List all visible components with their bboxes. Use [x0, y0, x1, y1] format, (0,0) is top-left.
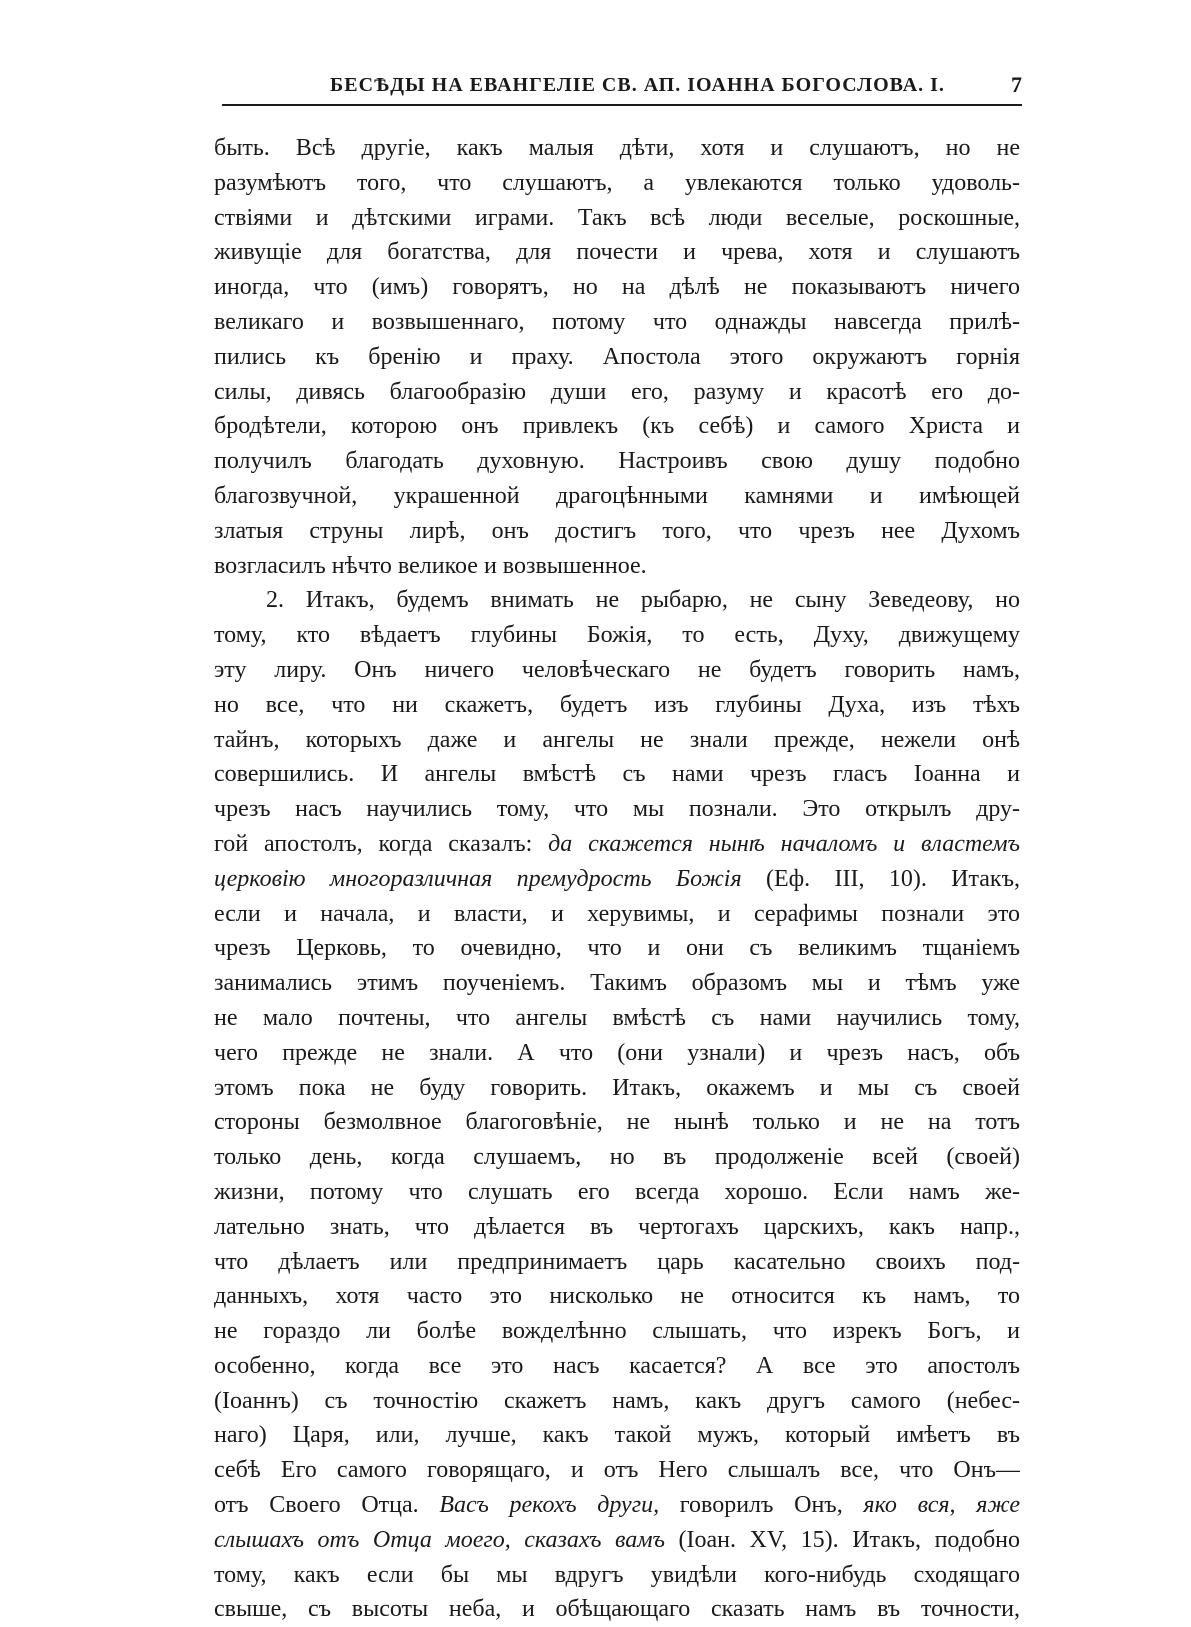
- text-line: тому, кто вѣдаетъ глубины Божія, то есть, Духу, движущему: [214, 622, 1020, 649]
- scripture-reference: (Еф. III, 10). Итакъ,: [741, 865, 1020, 892]
- text-line: наго) Царя, или, лучше, какъ такой мужъ, который имѣетъ въ: [214, 1422, 1020, 1449]
- quote-lead: гой апостолъ, когда сказалъ:: [214, 830, 549, 857]
- text-line: златыя струны лирѣ, онъ достигъ того, что чрезъ нее Духомъ: [214, 517, 1020, 544]
- text-line: что дѣлаетъ или предпринимаетъ царь касательно своихъ под-: [214, 1248, 1020, 1275]
- text-line: чрезъ Церковь, то очевидно, что и они съ великимъ тщаніемъ: [214, 935, 1020, 962]
- text-line: пились къ бренію и праху. Апостола этого окружаютъ горнія: [214, 343, 1020, 370]
- quote-connector: говорилъ Онъ,: [659, 1492, 864, 1519]
- text-line: но все, что ни скажетъ, будетъ изъ глубины Духа, изъ тѣхъ: [214, 691, 1020, 718]
- text-line: живущіе для богатства, для почести и чрева, хотя и слушаютъ: [214, 239, 1020, 266]
- body-text: [214, 131, 1020, 1627]
- scripture-quote: да скажется нынѣ началомъ и властемъ: [548, 830, 1020, 857]
- text-line: эту лиру. Онъ ничего человѣческаго не будетъ говорить намъ,: [214, 656, 1020, 683]
- text-line: жизни, потому что слушать его всегда хорошо. Если намъ же-: [214, 1178, 1020, 1205]
- paragraph-2: [214, 583, 1020, 1627]
- scripture-quote: слышахъ отъ Отца моего, сказахъ вамъ: [214, 1526, 665, 1553]
- text-line: совершились. И ангелы вмѣстѣ съ нами чрезъ гласъ Іоанна и: [214, 761, 1020, 788]
- text-line: если и начала, и власти, и херувимы, и серафимы познали это: [214, 900, 1020, 927]
- scripture-reference: (Іоан. XV, 15). Итакъ, подобно: [664, 1526, 1020, 1553]
- text-line: благозвучной, украшенной драгоцѣнными камнями и имѣющей: [214, 482, 1020, 509]
- scripture-quote: Васъ рекохъ други,: [439, 1492, 660, 1519]
- running-title: БЕСѢДЫ НА ЕВАНГЕЛІЕ СВ. АП. ІОАННА БОГОСЛОВА. I.: [330, 74, 945, 96]
- text-line: (Іоаннъ) съ точностію скажетъ намъ, какъ другъ самого (небес-: [214, 1387, 1020, 1414]
- text-line: великаго и возвышеннаго, потому что однажды навсегда прилѣ-: [214, 308, 1020, 335]
- text-line: чего прежде не знали. А что (они узнали) и чрезъ насъ, объ: [214, 1039, 1020, 1066]
- text-line: не мало почтены, что ангелы вмѣстѣ съ нами научились тому,: [214, 1004, 1020, 1031]
- text-line: стороны безмолвное благоговѣніе, не нынѣ только и не на тотъ: [214, 1109, 1020, 1136]
- header-rule: [222, 104, 1022, 106]
- text-line: разумѣютъ того, что слушаютъ, а увлекаются только удоволь-: [214, 169, 1020, 196]
- text-line: иногда, что (имъ) говорятъ, но на дѣлѣ не показываютъ ничего: [214, 274, 1020, 301]
- text-line: не гораздо ли болѣе вожделѣнно слышать, что изрекъ Богъ, и: [214, 1318, 1020, 1345]
- text-line: 2. Итакъ, будемъ внимать не рыбарю, не сыну Зеведеову, но: [266, 587, 1020, 614]
- text-line: быть. Всѣ другіе, какъ малыя дѣти, хотя и слушаютъ, но не: [214, 135, 1020, 161]
- text-line: данныхъ, хотя часто это нисколько не относится къ намъ, то: [214, 1283, 1020, 1310]
- scripture-quote: церковію многоразличная премудрость Божія: [214, 865, 742, 892]
- text-line: [214, 862, 1020, 897]
- text-line: силы, дивясь благообразію души его, разуму и красотѣ его до-: [214, 378, 1020, 405]
- text-line: особенно, когда все это насъ касается? А все это апостолъ: [214, 1352, 1020, 1379]
- text-line: возгласилъ нѣчто великое и возвышенное.: [214, 552, 647, 579]
- page-number: 7: [1011, 72, 1022, 97]
- text-line: тайнъ, которыхъ даже и ангелы не знали прежде, нежели онѣ: [214, 726, 1020, 753]
- text-line: ствіями и дѣтскими играми. Такъ всѣ люди веселые, роскошные,: [214, 204, 1020, 231]
- quote-lead: отъ Своего Отца.: [214, 1492, 440, 1519]
- text-line: чрезъ насъ научились тому, что мы познали. Это открылъ дру-: [214, 796, 1020, 823]
- text-line: бродѣтели, которою онъ привлекъ (къ себѣ) и самого Христа и: [214, 413, 1020, 440]
- text-line: занимались этимъ поученіемъ. Такимъ образомъ мы и тѣмъ уже: [214, 970, 1020, 997]
- paragraph-1: [214, 131, 1020, 583]
- text-line: [214, 1488, 1020, 1523]
- page-header: [222, 74, 1022, 104]
- text-line: свыше, съ высоты неба, и обѣщающаго сказать намъ въ точности,: [214, 1596, 1020, 1623]
- text-line: тому, какъ если бы мы вдругъ увидѣли кого-нибудь сходящаго: [214, 1561, 1020, 1588]
- text-line: лательно знать, что дѣлается въ чертогахъ царскихъ, какъ напр.,: [214, 1213, 1020, 1240]
- text-line: себѣ Его самого говорящаго, и отъ Него слышалъ все, что Онъ—: [214, 1457, 1020, 1484]
- text-line: этомъ пока не буду говорить. Итакъ, окажемъ и мы съ своей: [214, 1074, 1020, 1101]
- text-line: [214, 1523, 1020, 1558]
- scripture-quote: яко вся, яже: [863, 1492, 1020, 1519]
- text-line: только день, когда слушаемъ, но въ продолженіе всей (своей): [214, 1144, 1020, 1171]
- text-line: [214, 827, 1020, 862]
- text-line: получилъ благодать духовную. Настроивъ свою душу подобно: [214, 448, 1020, 475]
